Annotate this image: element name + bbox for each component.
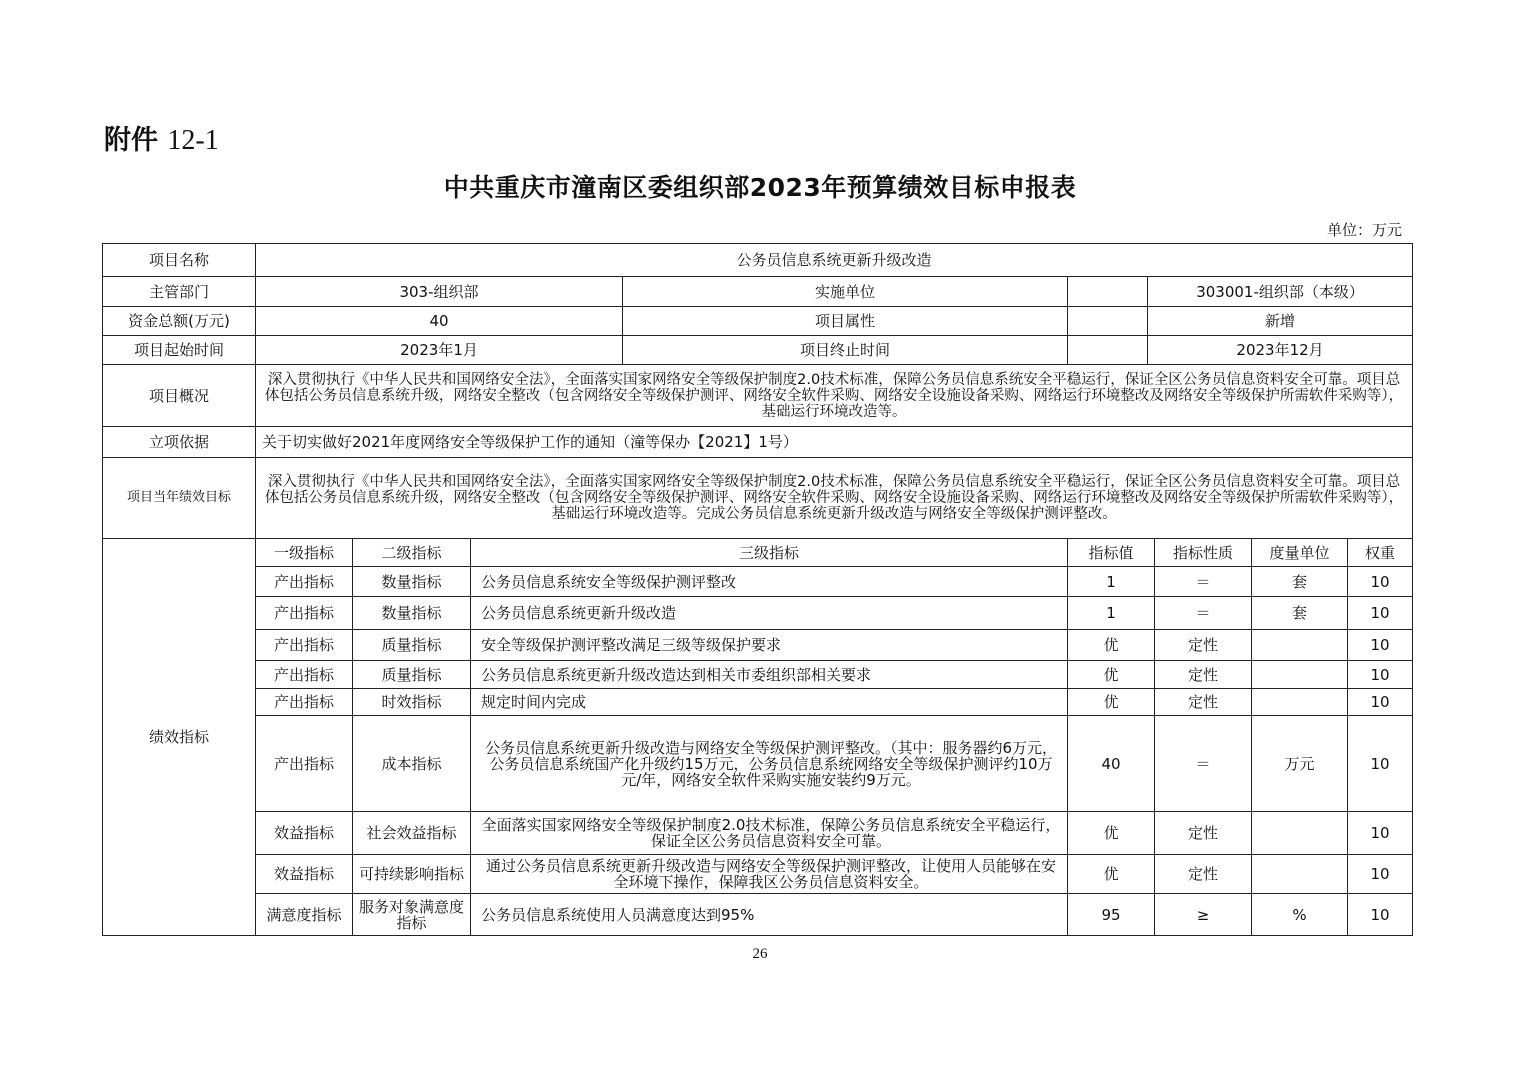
dept-value	[256, 277, 1068, 307]
row-weight: 10	[1348, 661, 1413, 689]
row-nature: ＝	[1155, 597, 1252, 630]
row-value: 1	[1068, 597, 1155, 630]
table-row	[103, 812, 1413, 855]
row-fund	[103, 307, 1413, 336]
end-label: 项目终止时间	[799, 341, 890, 359]
project-name-value: 公务员信息系统更新升级改造	[256, 244, 1413, 277]
row-l2: 服务对象满意度指标	[353, 894, 471, 936]
row-weight: 10	[1348, 597, 1413, 630]
row-l3: 公务员信息系统使用人员满意度达到95%	[471, 894, 1068, 936]
row-weight: 10	[1348, 630, 1413, 661]
basis-value: 关于切实做好2021年度网络安全等级保护工作的通知（潼等保办【2021】1号）	[256, 427, 1413, 458]
row-unit: %	[1252, 894, 1348, 936]
row-nature: 定性	[1155, 855, 1252, 894]
row-l3: 全面落实国家网络安全等级保护制度2.0技术标准，保障公务员信息系统安全平稳运行，保证全区公务员信息资料安全可靠。	[471, 812, 1068, 855]
header-value: 指标值	[1068, 539, 1155, 567]
budget-table	[102, 243, 1413, 936]
row-basis	[103, 427, 1413, 458]
start-value: 2023年1月	[256, 336, 623, 364]
table-row	[103, 716, 1413, 812]
row-weight: 10	[1348, 894, 1413, 936]
row-l2: 质量指标	[353, 661, 471, 689]
row-weight: 10	[1348, 567, 1413, 597]
attachment-number: 12-1	[167, 125, 219, 156]
row-l2: 时效指标	[353, 689, 471, 716]
header-level3: 三级指标	[471, 539, 1068, 567]
row-nature: ＝	[1155, 716, 1252, 812]
row-value: 1	[1068, 567, 1155, 597]
row-weight: 10	[1348, 855, 1413, 894]
row-value: 优	[1068, 661, 1155, 689]
fund-label: 资金总额(万元)	[103, 307, 256, 336]
row-l2: 社会效益指标	[353, 812, 471, 855]
attr-label: 项目属性	[814, 312, 875, 330]
row-value: 优	[1068, 630, 1155, 661]
overview-value: 深入贯彻执行《中华人民共和国网络安全法》，全面落实国家网络安全等级保护制度2.0技术标准，保障公务员信息系统安全平稳运行，保证全区公务员信息资料安全可靠。项目总体包括公务员信息系统升级，网络安全整改（包含网络安全等级保护测评、网络安全软件采购、网络安全设施设备采购、网络运行环境整改及网络安全等级保护所需软件采购等），基础运行环境改造等。	[256, 365, 1413, 427]
row-unit	[1252, 661, 1348, 689]
fund-cell	[256, 307, 1068, 336]
row-weight: 10	[1348, 689, 1413, 716]
row-unit	[1252, 855, 1348, 894]
row-unit	[1252, 689, 1348, 716]
row-value: 95	[1068, 894, 1155, 936]
row-nature: 定性	[1155, 661, 1252, 689]
row-l1: 产出指标	[256, 661, 353, 689]
row-goal	[103, 458, 1413, 539]
fund-value: 40	[256, 307, 623, 335]
row-l3: 公务员信息系统更新升级改造与网络安全等级保护测评整改。（其中：服务器约6万元，公务员信息系统国产化升级约15万元，公务员信息系统网络安全等级保护测评约10万元/年，网络安全软件采购实施安装约9万元。	[471, 716, 1068, 812]
attr-value: 新增	[1147, 307, 1412, 335]
row-nature: 定性	[1155, 630, 1252, 661]
unit-label: 单位：万元	[1326, 221, 1402, 239]
header-unit: 度量单位	[1252, 539, 1348, 567]
attachment-word: 附件	[104, 125, 158, 156]
overview-label: 项目概况	[103, 365, 256, 427]
row-l3: 公务员信息系统安全等级保护测评整改	[471, 567, 1068, 597]
row-nature: 定性	[1155, 689, 1252, 716]
row-unit: 套	[1252, 567, 1348, 597]
row-unit	[1252, 812, 1348, 855]
row-nature: 定性	[1155, 812, 1252, 855]
row-weight: 10	[1348, 812, 1413, 855]
row-l1: 产出指标	[256, 567, 353, 597]
project-name-label: 项目名称	[103, 244, 256, 277]
row-value: 优	[1068, 812, 1155, 855]
row-nature: ＝	[1155, 567, 1252, 597]
row-l2: 数量指标	[353, 567, 471, 597]
row-unit: 套	[1252, 597, 1348, 630]
end-value: 2023年12月	[1147, 336, 1412, 364]
table-row	[103, 689, 1413, 716]
start-label: 项目起始时间	[103, 336, 256, 365]
row-project-name	[103, 244, 1413, 277]
row-unit	[1252, 630, 1348, 661]
row-time	[103, 336, 1413, 365]
table-row	[103, 894, 1413, 936]
start-cell	[256, 336, 1068, 365]
header-weight: 权重	[1348, 539, 1413, 567]
impl-label: 实施单位	[814, 282, 875, 301]
table-row	[103, 597, 1413, 630]
row-l3: 安全等级保护测评整改满足三级等级保护要求	[471, 630, 1068, 661]
end-cell	[1068, 336, 1413, 365]
table-row	[103, 661, 1413, 689]
row-unit: 万元	[1252, 716, 1348, 812]
row-l3: 公务员信息系统更新升级改造达到相关市委组织部相关要求	[471, 661, 1068, 689]
row-l2: 质量指标	[353, 630, 471, 661]
row-weight: 10	[1348, 716, 1413, 812]
row-department	[103, 277, 1413, 307]
header-level2: 二级指标	[353, 539, 471, 567]
row-l3: 通过公务员信息系统更新升级改造与网络安全等级保护测评整改，让使用人员能够在安全环境下操作，保障我区公务员信息资料安全。	[471, 855, 1068, 894]
indicator-header-row	[103, 539, 1413, 567]
header-level1: 一级指标	[256, 539, 353, 567]
row-l1: 产出指标	[256, 597, 353, 630]
row-l1: 产出指标	[256, 716, 353, 812]
row-l1: 效益指标	[256, 812, 353, 855]
impl-value-text: 303001-组织部（本级）	[1147, 277, 1412, 306]
row-l3: 公务员信息系统更新升级改造	[471, 597, 1068, 630]
indicators-section-label: 绩效指标	[103, 539, 256, 936]
impl-value	[1068, 277, 1413, 307]
row-l1: 产出指标	[256, 689, 353, 716]
row-value: 优	[1068, 855, 1155, 894]
table-row	[103, 855, 1413, 894]
goal-value: 深入贯彻执行《中华人民共和国网络安全法》，全面落实国家网络安全等级保护制度2.0技术标准，保障公务员信息系统安全平稳运行，保证全区公务员信息资料安全可靠。项目总体包括公务员信息系统升级，网络安全整改（包含网络安全等级保护测评、网络安全软件采购、网络安全设施设备采购、网络运行环境整改及网络安全等级保护所需软件采购等），基础运行环境改造等。完成公务员信息系统更新升级改造与网络安全等级保护测评整改。	[256, 458, 1413, 539]
row-value: 优	[1068, 689, 1155, 716]
attr-cell	[1068, 307, 1413, 336]
table-row	[103, 567, 1413, 597]
attachment-label	[104, 118, 219, 157]
row-l2: 成本指标	[353, 716, 471, 812]
row-value: 40	[1068, 716, 1155, 812]
row-l2: 数量指标	[353, 597, 471, 630]
goal-label: 项目当年绩效目标	[103, 458, 256, 539]
dept-value-text: 303-组织部	[256, 277, 623, 306]
page-title: 中共重庆市潼南区委组织部2023年预算绩效目标申报表	[443, 173, 1077, 202]
row-nature: ≥	[1155, 894, 1252, 936]
table-row	[103, 630, 1413, 661]
dept-label: 主管部门	[103, 277, 256, 307]
row-l1: 满意度指标	[256, 894, 353, 936]
row-overview	[103, 365, 1413, 427]
row-l1: 效益指标	[256, 855, 353, 894]
page-number: 26	[752, 946, 768, 962]
row-l3: 规定时间内完成	[471, 689, 1068, 716]
row-l1: 产出指标	[256, 630, 353, 661]
basis-label: 立项依据	[103, 427, 256, 458]
header-nature: 指标性质	[1155, 539, 1252, 567]
row-l2: 可持续影响指标	[353, 855, 471, 894]
